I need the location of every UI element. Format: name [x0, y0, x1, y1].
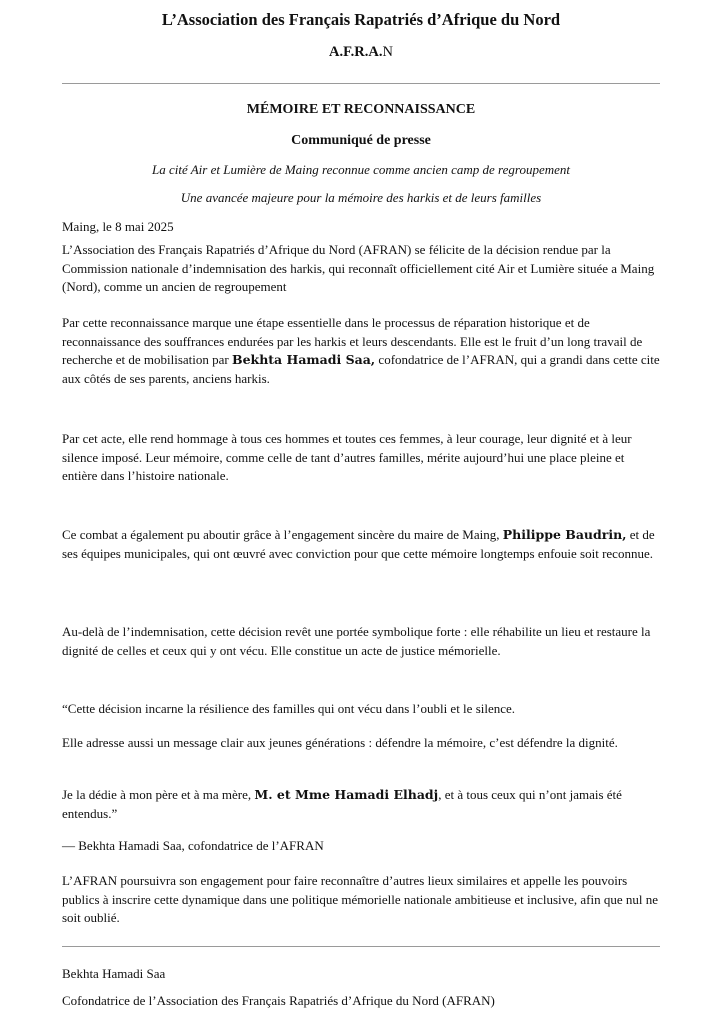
paragraph-4-text-b: et de ses équipes municipales, qui ont œuvré avec conviction pour que cette mémoire longtemps enfouie soit reconnue. [62, 527, 655, 561]
quote-line-1: “Cette décision incarne la résilience des familles qui ont vécu dans l’oubli et le silence. [62, 701, 516, 716]
quote-3-bold-name: M. et Mme Hamadi Elhadj [254, 787, 439, 802]
quote-line-2: Elle adresse aussi un message clair aux jeunes générations : défendre la mémoire, c’est défendre la dignité. [62, 735, 618, 750]
paragraph-4-text-a: Ce combat a également pu aboutir grâce à l’engagement sincère du maire de Maing, [62, 527, 503, 542]
paragraph-1: L’Association des Français Rapatriés d’Afrique du Nord (AFRAN) se félicite de la décision rendue par la Commission nationale d’indemnisation des harkis, qui reconnaît officiellement cité Air et Lumière située a Maing (Nord), comme un ancien de regroupement [62, 242, 655, 294]
press-subtitle: Communiqué de presse [291, 133, 431, 148]
quote-3-text-b: , et à tous ceux qui n’ont jamais été entendus.” [62, 787, 622, 821]
press-tagline-2: Une avancée majeure pour la mémoire des harkis et de leurs familles [180, 190, 542, 205]
date-line: Maing, le 8 mai 2025 [62, 219, 174, 234]
signature-divider [62, 946, 660, 947]
paragraph-6: L’AFRAN poursuivra son engagement pour faire reconnaître d’autres lieux similaires et appelle les pouvoirs publics à inscrire cette dynamique dans une politique mémorielle nationale ambitieuse et inclusive, afin que nul ne soit oublié. [62, 873, 659, 925]
signature-name: Bekhta Hamadi Saa [62, 966, 166, 981]
press-title: MÉMOIRE ET RECONNAISSANCE [246, 102, 476, 117]
press-tagline-1: La cité Air et Lumière de Maing reconnue comme ancien camp de regroupement [151, 162, 571, 177]
paragraph-2-text-a: Par cette reconnaissance marque une étape essentielle dans le processus de réparation historique et de reconnaissance des souffrances endurées par les harkis et leurs descendants. Elle est le fruit d’un long travail de recherche et de mobilisation par [62, 315, 643, 367]
paragraph-5: Au-delà de l’indemnisation, cette décision revêt une portée symbolique forte : elle réhabilite un lieu et restaure la dignité de celles et ceux qui y ont vécu. Elle constitue un acte de justice mémorielle. [62, 624, 651, 658]
paragraph-4-bold-name: Philippe Baudrin, [502, 527, 627, 542]
quote-3-text-a: Je la dédie à mon père et à ma mère, [62, 787, 255, 802]
abbreviation-end: N [382, 44, 393, 60]
paragraph-2-text-b: cofondatrice de l’AFRAN, qui a grandi dans cette cite aux côtés de ses parents, anciens harkis. [62, 352, 660, 386]
paragraph-3: Par cet acte, elle rend hommage à tous ces hommes et toutes ces femmes, à leur courage, leur dignité et à leur silence imposé. Leur mémoire, comme celle de tant d’autres familles, mérite aujourd’hui une place pleine et entière dans l’histoire nationale. [62, 431, 632, 483]
signature-title: Cofondatrice de l’Association des Français Rapatriés d’Afrique du Nord (AFRAN) [62, 993, 495, 1008]
quote-attribution: — Bekhta Hamadi Saa, cofondatrice de l’AFRAN [62, 838, 324, 853]
organization-name: L’Association des Français Rapatriés d’Afrique du Nord [161, 10, 561, 29]
quote-line-3 [62, 786, 660, 823]
organization-abbreviation [62, 44, 660, 61]
abbreviation-main: A.F.R.A. [329, 44, 383, 60]
document-page [62, 0, 660, 1024]
paragraph-2 [62, 314, 660, 388]
header-divider [62, 83, 660, 84]
paragraph-2-bold-name: Bekhta Hamadi Saa, [232, 352, 376, 367]
paragraph-4 [62, 526, 660, 563]
